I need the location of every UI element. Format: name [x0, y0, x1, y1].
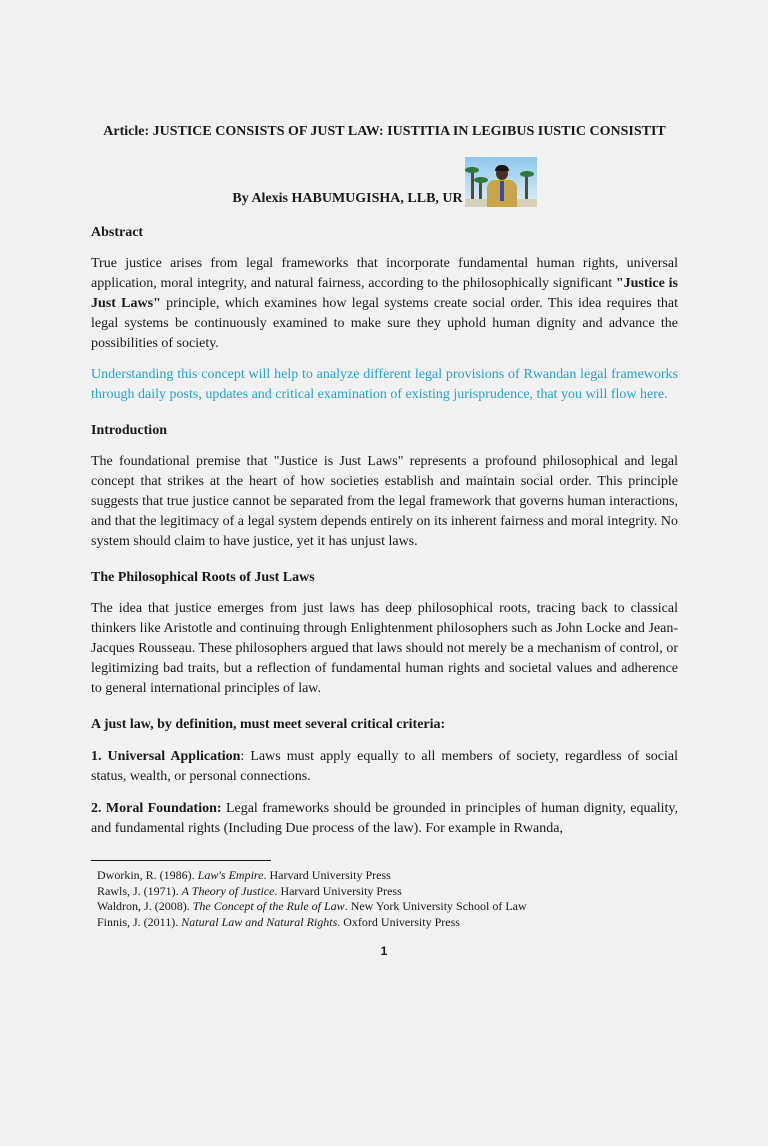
introduction-paragraph: The foundational premise that "Justice is Just Laws" represents a profound philosophical and legal concept that strikes at the heart of how societies establish and maintain social order. This principle suggests that true justice cannot be separated from the legal framework that governs human interactions, and that the legitimacy of a legal system depends entirely on its inherent fairness and moral integrity. No system should claim to have justice, yet it has unjust laws.	[91, 454, 678, 549]
roots-heading: The Philosophical Roots of Just Laws	[91, 570, 315, 585]
criterion-moral-foundation: 2. Moral Foundation: Legal frameworks should be grounded in principles of human dignity, equality, and fundamental rights (Including Due process of the law). For example in Rwanda,	[91, 801, 678, 836]
footnote-rule	[91, 860, 271, 861]
introduction-heading: Introduction	[91, 423, 167, 438]
author-photo	[465, 157, 537, 207]
article-title: Article: JUSTICE CONSISTS OF JUST LAW: IUSTITIA IN LEGIBUS IUSTIC CONSISTIT	[103, 124, 666, 139]
criterion-universal-application: 1. Universal Application: Laws must apply equally to all members of society, regardless of social status, wealth, or personal connections.	[91, 749, 678, 784]
abstract-heading: Abstract	[91, 225, 144, 240]
footnote-item: Waldron, J. (2008). The Concept of the Rule of Law. New York University School of Law	[97, 899, 527, 913]
document-page	[0, 122, 768, 1146]
abstract-paragraph: True justice arises from legal frameworks that incorporate fundamental human rights, universal application, moral integrity, and natural fairness, according to the philosophically significant "Justice is Just Laws" principle, which examines how legal systems create social order. This idea requires that legal systems be continuously examined to make sure they uphold human dignity and advance the possibilities of society.	[91, 256, 678, 351]
page-number: 1	[380, 944, 388, 958]
footnote-item: Dworkin, R. (1986). Law's Empire. Harvard University Press	[97, 868, 391, 882]
roots-paragraph: The idea that justice emerges from just laws has deep philosophical roots, tracing back to classical thinkers like Aristotle and continuing through Enlightenment philosophers such as John Locke and Jean-Jacques Rousseau. These philosophers argued that laws should not merely be a mechanism of control, or legitimizing bad traits, but a reflection of fundamental human rights and societal values and adherence to general international principles of law.	[91, 601, 678, 696]
abstract-link-paragraph[interactable]: Understanding this concept will help to analyze different legal provisions of Rwandan legal frameworks through daily posts, updates and critical examination of existing jurisprudence, that you will flow here.	[91, 367, 678, 402]
criteria-heading: A just law, by definition, must meet several critical criteria:	[91, 717, 446, 732]
footnote-item: Rawls, J. (1971). A Theory of Justice. Harvard University Press	[97, 883, 402, 898]
author-name: By Alexis HABUMUGISHA, LLB, UR	[232, 191, 463, 206]
footnote-item: Finnis, J. (2011). Natural Law and Natural Rights. Oxford University Press	[97, 914, 460, 929]
footnotes	[91, 860, 679, 930]
byline	[91, 159, 678, 207]
